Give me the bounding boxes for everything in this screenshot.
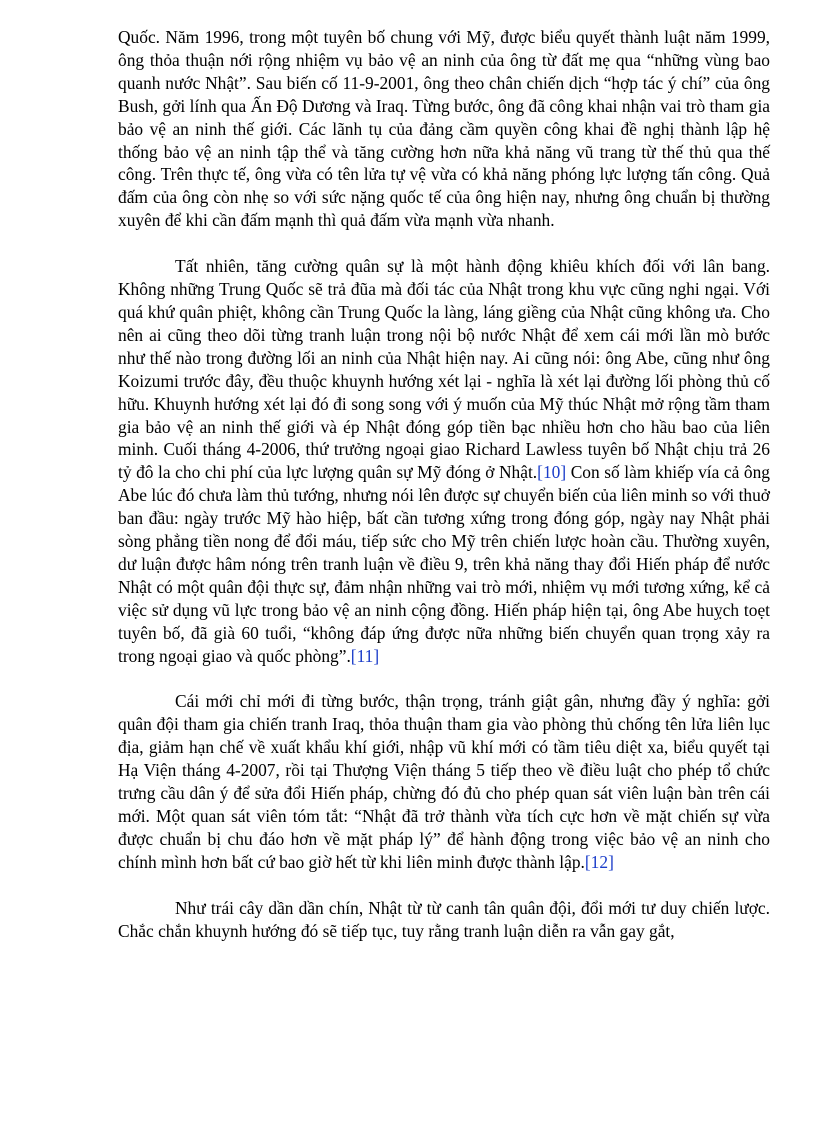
paragraph-text: Như trái cây dần dần chín, Nhật từ từ canh tân quân đội, đổi mới tư duy chiến lược. Chắc chắn khuynh hướng đó sẽ tiếp tục, tuy rằng tranh luận diễn ra vẫn gay gắt,	[118, 897, 770, 941]
paragraph-3	[118, 690, 770, 873]
paragraph-text-continued: Con số làm khiếp vía cả ông Abe lúc đó chưa làm thủ tướng, nhưng nói lên được sự chuyển biến của liên minh so với thuở ban đầu: ngày trước Mỹ hào hiệp, bất cần tương xứng trong đóng góp, ngày nay Nhật phải sòng phẳng tiền nong để đổi máu, tiếp sức cho Mỹ trên chiến lược hoàn cầu. Thường xuyên, dư luận được hâm nóng trên tranh luận về điều 9, trên khả năng thay đổi Hiến pháp để nước Nhật có một quân đội thực sự, đảm nhận những vai trò mới, nhiệm vụ mới tương xứng, kể cả việc sử dụng vũ lực trong bảo vệ an ninh cộng đồng. Hiến pháp hiện tại, ông Abe huỵch toẹt tuyên bố, đã già 60 tuổi, “không đáp ứng được nữa những biến chuyển quan trọng xảy ra trong ngoại giao và quốc phòng”.	[118, 462, 771, 666]
paragraph-4	[118, 897, 770, 943]
footnote-ref-10[interactable]: [10]	[537, 462, 567, 483]
footnote-ref-12[interactable]: [12]	[584, 851, 614, 872]
document-page	[118, 26, 770, 966]
paragraph-2	[118, 255, 770, 667]
paragraph-text: Quốc. Năm 1996, trong một tuyên bố chung với Mỹ, được biểu quyết thành luật năm 1999, ông thỏa thuận nới rộng nhiệm vụ bảo vệ an ninh của ông từ đất mẹ qua “những vùng bao quanh nước Nhật”. Sau biến cố 11-9-2001, ông theo chân chiến dịch “hợp tác ý chí” của ông Bush, gởi lính qua Ấn Độ Dương và Iraq. Từng bước, ông đã công khai nhận vai trò tham gia bảo vệ an ninh thế giới. Các lãnh tụ của đảng cầm quyền công khai đề nghị thành lập hệ thống bảo vệ an ninh tập thể và tăng cường hơn nữa khả năng vũ trang từ thế thủ qua thế công. Trên thực tế, ông vừa có tên lửa tự vệ vừa có khả năng phóng lực lượng tấn công. Quả đấm của ông còn nhẹ so với sức nặng quốc tế của ông hiện nay, nhưng ông chuẩn bị thường xuyên để khi cần đấm mạnh thì quả đấm vừa mạnh vừa nhanh.	[118, 27, 770, 231]
paragraph-text: Tất nhiên, tăng cường quân sự là một hành động khiêu khích đối với lân bang. Không những Trung Quốc sẽ trả đũa mà đối tác của Nhật trong khu vực cũng nghi ngại. Với quá khứ quân phiệt, không cần Trung Quốc la làng, láng giềng của Nhật cũng không ưa. Cho nên ai cũng theo dõi từng tranh luận trong nội bộ nước Nhật để xem cái mới lần mò bước như thế nào trong đường lối an ninh của Nhật hiện nay. Ai cũng nói: ông Abe, cũng như ông Koizumi trước đây, đều thuộc khuynh hướng xét lại - nghĩa là xét lại đường lối phòng thủ cố hữu. Khuynh hướng xét lại đó đi song song với ý muốn của Mỹ thúc Nhật mở rộng tầm tham gia bảo vệ an ninh thế giới và ép Nhật đóng góp tiền bạc nhiều hơn cho hầu bao của liên minh. Cuối tháng 4-2006, thứ trưởng ngoại giao Richard Lawless tuyên bố Nhật chịu trả 26 tỷ đô la cho chi phí của lực lượng quân sự Mỹ đóng ở Nhật.	[118, 256, 770, 483]
paragraph-1	[118, 26, 770, 232]
paragraph-text: Cái mới chỉ mới đi từng bước, thận trọng, tránh giật gân, nhưng đầy ý nghĩa: gởi quân đội tham gia chiến tranh Iraq, thỏa thuận tham gia vào phòng thủ chống tên lửa liên lục địa, giảm hạn chế về xuất khẩu khí giới, nhập vũ khí mới có tầm tiêu diệt xa, biểu quyết tại Hạ Viện tháng 4-2007, rồi tại Thượng Viện tháng 5 tiếp theo về điều luật cho phép tổ chức trưng cầu dân ý để sửa đổi Hiến pháp, chừng đó đủ cho phép quan sát viên luận bàn trên cái mới. Một quan sát viên tóm tắt: “Nhật đã trở thành vừa tích cực hơn về mặt chiến sự vừa được chuẩn bị chu đáo hơn về mặt pháp lý” để hành động trong việc bảo vệ an ninh cho chính mình hơn bất cứ bao giờ hết từ khi liên minh được thành lập.	[118, 691, 770, 872]
footnote-ref-11[interactable]: [11]	[350, 645, 380, 666]
